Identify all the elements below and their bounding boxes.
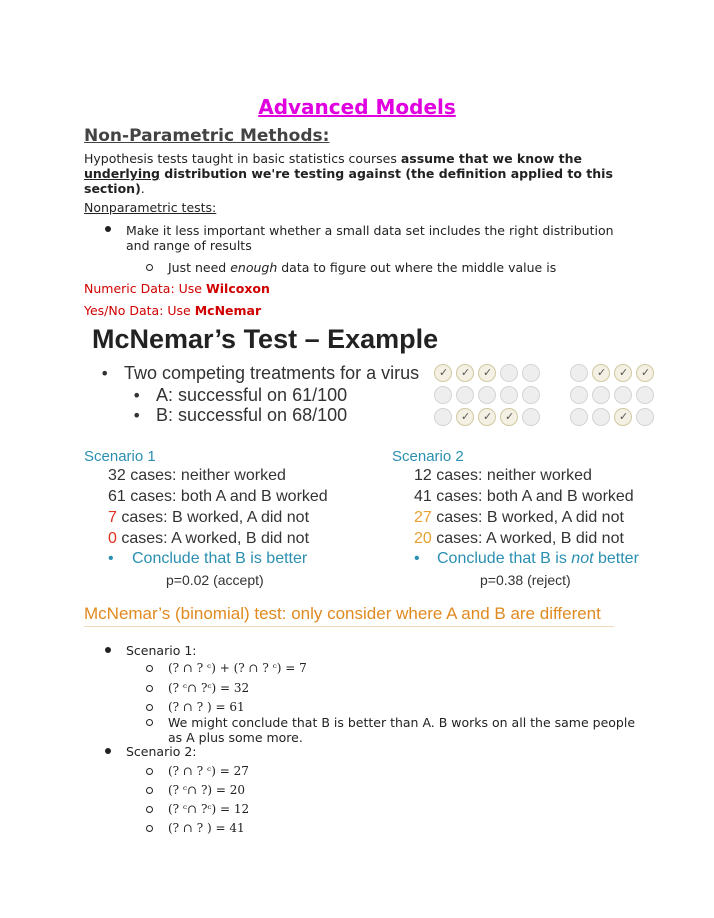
slide-bullet-a: A: successful on 61/100 bbox=[156, 385, 348, 405]
empty-circle-icon bbox=[570, 386, 588, 404]
intro-bold-1: assume that we know the bbox=[400, 151, 582, 166]
sub-bullet-emphasis: enough bbox=[230, 260, 278, 275]
scenario1-line-3-number: 7 bbox=[108, 509, 117, 526]
sub-bullet-circle bbox=[146, 787, 153, 794]
intro-text: Hypothesis tests taught in basic statistics courses bbox=[84, 151, 401, 166]
empty-circle-icon bbox=[478, 386, 496, 404]
numeric-data-test: Wilcoxon bbox=[205, 281, 270, 296]
scenario2-formula-3: (? ᶜ∩ ?ᶜ) = 12 bbox=[168, 802, 250, 816]
check-circle-icon bbox=[614, 408, 632, 426]
check-circle-icon bbox=[478, 364, 496, 382]
scenario2-conclusion-post: better bbox=[593, 550, 639, 567]
scenario2-heading: Scenario 2 bbox=[392, 448, 464, 465]
numeric-data-line bbox=[84, 281, 270, 296]
sub-bullet-circle bbox=[146, 665, 153, 672]
check-circle-icon bbox=[592, 364, 610, 382]
sub-bullet-post: data to figure out where the middle value is bbox=[277, 260, 557, 275]
empty-circle-icon bbox=[522, 386, 540, 404]
scenario1-line-3-text: cases: B worked, A did not bbox=[116, 509, 310, 526]
scenario2-line-1: 12 cases: neither worked bbox=[414, 467, 592, 484]
bullet-line-2: and range of results bbox=[126, 238, 252, 253]
check-circle-icon bbox=[434, 364, 452, 382]
outcome-grid bbox=[434, 364, 634, 428]
sub-bullet-circle bbox=[146, 768, 153, 775]
scenario1-formula-3: (? ∩ ? ) = 61 bbox=[168, 700, 245, 714]
sub-bullet-circle bbox=[146, 825, 153, 832]
scenario1-formula-2: (? ᶜ∩ ?ᶜ) = 32 bbox=[168, 681, 250, 695]
empty-circle-icon bbox=[522, 408, 540, 426]
scenario2-conclusion bbox=[437, 550, 639, 568]
scenario2-conclusion-pre: Conclude that B is bbox=[437, 550, 572, 567]
scenario1-p-value: p=0.02 (accept) bbox=[166, 572, 264, 588]
scenario2-line-2: 41 cases: both A and B worked bbox=[414, 488, 634, 505]
check-circle-icon bbox=[500, 408, 518, 426]
scenario1-line-1: 32 cases: neither worked bbox=[108, 467, 286, 484]
check-circle-icon bbox=[456, 364, 474, 382]
yesno-data-label: Yes/No Data: Use bbox=[84, 303, 195, 318]
bullet-dot bbox=[105, 647, 111, 653]
empty-circle-icon bbox=[500, 364, 518, 382]
scenario2-formula-2: (? ᶜ∩ ?) = 20 bbox=[168, 783, 246, 797]
slide-bullet-dot: • bbox=[132, 406, 142, 425]
sub-bullet-circle bbox=[146, 264, 153, 271]
yesno-data-line bbox=[84, 303, 261, 318]
empty-circle-icon bbox=[570, 364, 588, 382]
scenario1-bullet-dot: • bbox=[108, 550, 114, 567]
empty-circle-icon bbox=[592, 408, 610, 426]
scenario1-conclusion: Conclude that B is better bbox=[132, 550, 308, 567]
scenario2-line-3 bbox=[414, 509, 624, 527]
empty-circle-icon bbox=[456, 386, 474, 404]
empty-circle-icon bbox=[592, 386, 610, 404]
empty-circle-icon bbox=[434, 386, 452, 404]
nonparametric-heading: Nonparametric tests: bbox=[84, 200, 217, 215]
scenario2-line-4-text: cases: A worked, B did not bbox=[431, 530, 624, 547]
check-circle-icon bbox=[456, 408, 474, 426]
slide-bottom-rule bbox=[84, 626, 614, 627]
scenario2-line-3-text: cases: B worked, A did not bbox=[431, 509, 624, 526]
slide-bottom-statement: McNemar’s (binomial) test: only consider where A and B are different bbox=[84, 604, 601, 623]
scenario2-conclusion-em: not bbox=[571, 550, 594, 567]
scenario2-p-value: p=0.38 (reject) bbox=[480, 572, 571, 588]
scenario1-note bbox=[168, 715, 635, 745]
scenario1-line-4-text: cases: A worked, B did not bbox=[116, 530, 310, 547]
scenario1-note-line-1: We might conclude that B is better than A. B works on all the same people bbox=[168, 715, 636, 730]
empty-circle-icon bbox=[614, 386, 632, 404]
empty-circle-icon bbox=[434, 408, 452, 426]
slide-bullet-b: B: successful on 68/100 bbox=[156, 405, 348, 425]
slide-title: McNemar’s Test – Example bbox=[92, 324, 439, 354]
check-circle-icon bbox=[478, 408, 496, 426]
scenario1-line-4 bbox=[108, 530, 309, 548]
bullet-item bbox=[126, 223, 614, 253]
bullet-line-1: Make it less important whether a small data set includes the right distribution bbox=[126, 223, 614, 238]
scenario1-line-3 bbox=[108, 509, 309, 527]
bullet-dot bbox=[105, 748, 111, 754]
sub-bullet-circle bbox=[146, 806, 153, 813]
intro-paragraph bbox=[84, 151, 624, 196]
sub-bullet-circle bbox=[146, 719, 153, 726]
empty-circle-icon bbox=[500, 386, 518, 404]
numeric-data-label: Numeric Data: Use bbox=[84, 281, 206, 296]
yesno-data-test: McNemar bbox=[194, 303, 262, 318]
scenario2-line-3-number: 27 bbox=[414, 509, 432, 526]
scenario1-heading: Scenario 1 bbox=[84, 448, 156, 465]
empty-circle-icon bbox=[522, 364, 540, 382]
scenario1-note-line-2: as A plus some more. bbox=[168, 730, 303, 745]
scenario1-list-label: Scenario 1: bbox=[126, 643, 197, 658]
scenario1-formula-1: (? ∩ ? ᶜ) + (? ∩ ? ᶜ) = 7 bbox=[168, 661, 307, 675]
section-heading: Non-Parametric Methods: bbox=[84, 126, 330, 146]
slide-bullet-dot: • bbox=[132, 386, 142, 405]
slide-bullet-dot: • bbox=[100, 364, 110, 383]
scenario2-formula-1: (? ∩ ? ᶜ) = 27 bbox=[168, 764, 249, 778]
scenario2-formula-4: (? ∩ ? ) = 41 bbox=[168, 821, 245, 835]
bullet-dot bbox=[105, 226, 111, 232]
scenario2-line-4-number: 20 bbox=[414, 530, 432, 547]
sub-bullet-circle bbox=[146, 704, 153, 711]
scenario2-bullet-dot: • bbox=[414, 550, 420, 567]
sub-bullet-pre: Just need bbox=[168, 260, 231, 275]
scenario2-line-4 bbox=[414, 530, 624, 548]
empty-circle-icon bbox=[636, 408, 654, 426]
intro-bold-2: distribution we're testing against (the definition applied to this section) bbox=[84, 166, 613, 196]
scenario1-line-2: 61 cases: both A and B worked bbox=[108, 488, 328, 505]
check-circle-icon bbox=[636, 364, 654, 382]
empty-circle-icon bbox=[636, 386, 654, 404]
sub-bullet-circle bbox=[146, 685, 153, 692]
scenario1-line-4-number: 0 bbox=[108, 530, 117, 547]
empty-circle-icon bbox=[570, 408, 588, 426]
intro-underlined: underlying bbox=[84, 166, 160, 181]
scenario2-list-label: Scenario 2: bbox=[126, 744, 197, 759]
slide-bullet-main: Two competing treatments for a virus bbox=[124, 363, 420, 383]
page-title: Advanced Models bbox=[258, 95, 456, 119]
intro-end: . bbox=[140, 181, 145, 196]
sub-bullet-item bbox=[168, 260, 556, 275]
check-circle-icon bbox=[614, 364, 632, 382]
mcnemar-slide-image bbox=[84, 320, 639, 632]
